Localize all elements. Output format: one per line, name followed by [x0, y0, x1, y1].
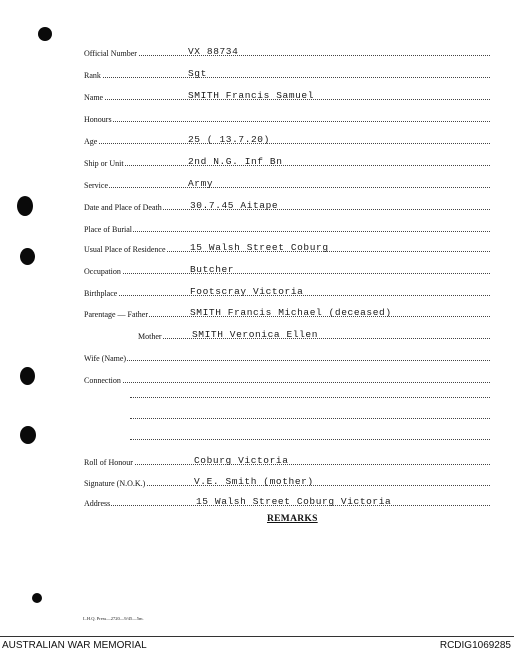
field-value: Coburg Victoria — [194, 455, 289, 466]
field-name — [84, 88, 490, 102]
field-roll-of-honour — [84, 453, 490, 467]
field-label: Age — [84, 137, 98, 146]
printer-imprint: L.H.Q. Press—2720—9/45—5m. — [83, 616, 144, 621]
field-value: 2nd N.G. Inf Bn — [188, 156, 283, 167]
blank-line — [130, 417, 490, 419]
field-value: 15 Walsh Street Coburg — [190, 242, 329, 253]
field-date-place-of-death — [84, 198, 490, 212]
field-honours — [84, 110, 490, 124]
field-parentage-father — [84, 305, 490, 319]
field-value: 15 Walsh Street Coburg Victoria — [196, 496, 392, 507]
field-label: Address — [84, 499, 111, 508]
field-signature-nok — [84, 474, 490, 488]
field-label: Ship or Unit — [84, 159, 124, 168]
record-identifier: RCDIG1069285 — [439, 640, 511, 651]
field-label: Connection — [84, 376, 121, 385]
field-official-number — [84, 44, 490, 58]
field-value: VX 88734 — [188, 46, 239, 57]
field-ship-or-unit — [84, 154, 490, 168]
punch-hole — [17, 196, 33, 216]
field-label: Mother — [138, 332, 162, 341]
field-label: Date and Place of Death — [84, 203, 162, 212]
field-place-of-burial — [84, 220, 490, 234]
field-occupation — [84, 262, 490, 276]
remarks-heading: REMARKS — [267, 514, 318, 524]
field-label: Place of Burial — [84, 225, 132, 234]
punch-hole — [20, 367, 35, 385]
field-value: Sgt — [188, 68, 207, 79]
field-address — [84, 494, 490, 508]
field-value: 30.7.45 Aitape — [190, 200, 279, 211]
field-label: Service — [84, 181, 108, 190]
punch-hole — [20, 248, 35, 265]
footer-divider — [0, 636, 514, 637]
field-label: Roll of Honour — [84, 458, 133, 467]
field-value: V.E. Smith (mother) — [194, 476, 314, 487]
field-label: Parentage — Father — [84, 310, 148, 319]
field-label: Official Number — [84, 49, 137, 58]
field-usual-residence — [84, 240, 490, 254]
punch-hole — [32, 593, 42, 603]
field-label: Name — [84, 93, 104, 102]
field-parentage-mother — [84, 327, 490, 341]
field-label: Wife (Name) — [84, 354, 127, 363]
field-rank — [84, 66, 490, 80]
field-connection — [84, 371, 490, 385]
field-value: Army — [188, 178, 214, 189]
blank-line — [130, 438, 490, 440]
field-service — [84, 176, 490, 190]
field-value: Butcher — [190, 264, 235, 275]
field-label: Birthplace — [84, 289, 118, 298]
field-value: SMITH Francis Samuel — [188, 90, 315, 101]
field-value: SMITH Francis Michael (deceased) — [190, 307, 392, 318]
field-value: 25 ( 13.7.20) — [188, 134, 270, 145]
punch-hole — [38, 27, 52, 41]
field-birthplace — [84, 284, 490, 298]
field-value: SMITH Veronica Ellen — [192, 329, 319, 340]
field-wife-name — [84, 349, 490, 363]
field-value: Footscray Victoria — [190, 286, 304, 297]
field-label: Honours — [84, 115, 112, 124]
field-label: Occupation — [84, 267, 121, 276]
field-age — [84, 132, 490, 146]
punch-hole — [20, 426, 36, 444]
blank-line — [130, 396, 490, 398]
field-label: Usual Place of Residence — [84, 245, 166, 254]
field-label: Rank — [84, 71, 101, 80]
archive-name: AUSTRALIAN WAR MEMORIAL — [2, 640, 147, 651]
field-label: Signature (N.O.K.) — [84, 479, 146, 488]
